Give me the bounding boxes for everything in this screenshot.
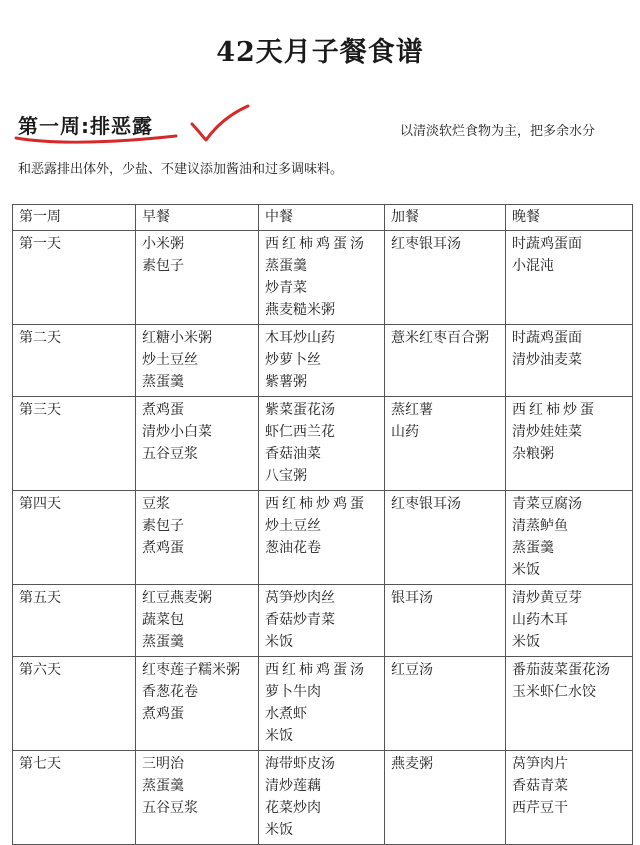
- day-cell: 第七天: [13, 751, 136, 845]
- dish-item: 煮鸡蛋: [142, 402, 184, 418]
- table-row: [13, 751, 633, 845]
- dinner-cell: [506, 325, 633, 397]
- dish-item: 海带虾皮汤: [265, 756, 335, 772]
- dish-item: 清炒莲藕: [265, 778, 321, 794]
- dish-item: 紫薯粥: [265, 374, 307, 390]
- dish-item: 花菜炒肉: [265, 800, 321, 816]
- table-row: [13, 585, 633, 657]
- lunch-cell: [259, 397, 385, 491]
- dish-item: 炒土豆丝: [265, 518, 321, 534]
- week-heading: 第一周:排恶露: [18, 114, 153, 138]
- dinner-cell: [506, 751, 633, 845]
- header-breakfast: 早餐: [136, 205, 259, 231]
- dish-item: 玉米虾仁水饺: [512, 684, 596, 700]
- dish-item: 青菜豆腐汤: [512, 496, 582, 512]
- dish-item: 清蒸鲈鱼: [512, 518, 568, 534]
- table-row: [13, 397, 633, 491]
- intro-text-line-2: 和恶露排出体外，少盐、不建议添加酱油和过多调味料。: [18, 162, 344, 177]
- dish-item: 西红柿炒蛋: [512, 402, 597, 418]
- dinner-cell: [506, 231, 633, 325]
- day-cell: 第三天: [13, 397, 136, 491]
- breakfast-cell: [136, 491, 259, 585]
- dish-item: 红枣银耳汤: [391, 496, 461, 512]
- dish-item: 五谷豆浆: [142, 800, 198, 816]
- dish-item: 素包子: [142, 518, 184, 534]
- dinner-cell: [506, 657, 633, 751]
- dish-item: 薏米红枣百合粥: [391, 330, 489, 346]
- dish-item: 西红柿鸡蛋汤: [265, 662, 367, 678]
- dish-item: 水煮虾: [265, 706, 307, 722]
- dish-item: 米饭: [512, 634, 540, 650]
- breakfast-cell: [136, 397, 259, 491]
- dish-item: 豆浆: [142, 496, 170, 512]
- page-title: 42天月子餐食谱: [216, 37, 424, 68]
- dish-item: 红糖小米粥: [142, 330, 212, 346]
- lunch-cell: [259, 751, 385, 845]
- dish-item: 香葱花卷: [142, 684, 198, 700]
- dish-item: 木耳炒山药: [265, 330, 335, 346]
- lunch-cell: [259, 585, 385, 657]
- dish-item: 莴笋炒肉丝: [265, 590, 335, 606]
- dish-item: 清炒油麦菜: [512, 352, 582, 368]
- dish-item: 红枣莲子糯米粥: [142, 662, 240, 678]
- dish-item: 米饭: [265, 822, 293, 838]
- dish-item: 时蔬鸡蛋面: [512, 330, 582, 346]
- dish-item: 番茄菠菜蛋花汤: [512, 662, 610, 678]
- day-cell: 第一天: [13, 231, 136, 325]
- dish-item: 西红柿炒鸡蛋: [265, 496, 367, 512]
- dish-item: 米饭: [265, 728, 293, 744]
- dish-item: 香菇炒青菜: [265, 612, 335, 628]
- lunch-cell: [259, 231, 385, 325]
- snack-cell: [385, 231, 506, 325]
- table-row: [13, 325, 633, 397]
- dish-item: 紫菜蛋花汤: [265, 402, 335, 418]
- dish-item: 炒萝卜丝: [265, 352, 321, 368]
- snack-cell: [385, 397, 506, 491]
- dish-item: 五谷豆浆: [142, 446, 198, 462]
- dish-item: 葱油花卷: [265, 540, 321, 556]
- dinner-cell: [506, 397, 633, 491]
- dish-item: 莴笋肉片: [512, 756, 568, 772]
- meal-plan-table: [12, 204, 633, 845]
- dish-item: 三明治: [142, 756, 184, 772]
- snack-cell: [385, 751, 506, 845]
- dish-item: 米饭: [512, 562, 540, 578]
- dish-item: 素包子: [142, 258, 184, 274]
- dish-item: 清炒黄豆芽: [512, 590, 582, 606]
- dish-item: 蒸蛋羹: [142, 374, 184, 390]
- breakfast-cell: [136, 231, 259, 325]
- dish-item: 蒸红薯: [391, 402, 433, 418]
- dish-item: 清炒娃娃菜: [512, 424, 582, 440]
- dish-item: 红豆燕麦粥: [142, 590, 212, 606]
- header-dinner: 晚餐: [506, 205, 633, 231]
- dish-item: 蒸蛋羹: [142, 778, 184, 794]
- dish-item: 蒸蛋羹: [142, 634, 184, 650]
- snack-cell: [385, 657, 506, 751]
- dish-item: 银耳汤: [391, 590, 433, 606]
- header-lunch: 中餐: [259, 205, 385, 231]
- day-cell: 第四天: [13, 491, 136, 585]
- dish-item: 时蔬鸡蛋面: [512, 236, 582, 252]
- dish-item: 炒青菜: [265, 280, 307, 296]
- day-cell: 第五天: [13, 585, 136, 657]
- table-row: [13, 491, 633, 585]
- breakfast-cell: [136, 325, 259, 397]
- dish-item: 燕麦糙米粥: [265, 302, 335, 318]
- dish-item: 虾仁西兰花: [265, 424, 335, 440]
- dish-item: 煮鸡蛋: [142, 540, 184, 556]
- dish-item: 蒸蛋羹: [265, 258, 307, 274]
- table-row: [13, 231, 633, 325]
- snack-cell: [385, 325, 506, 397]
- dish-item: 蔬菜包: [142, 612, 184, 628]
- breakfast-cell: [136, 585, 259, 657]
- header-snack: 加餐: [385, 205, 506, 231]
- dish-item: 山药木耳: [512, 612, 568, 628]
- snack-cell: [385, 585, 506, 657]
- day-cell: 第二天: [13, 325, 136, 397]
- dish-item: 蒸蛋羹: [512, 540, 554, 556]
- handwritten-checkmark-icon: [188, 102, 252, 146]
- lunch-cell: [259, 657, 385, 751]
- dish-item: 清炒小白菜: [142, 424, 212, 440]
- snack-cell: [385, 491, 506, 585]
- table-row: [13, 657, 633, 751]
- dish-item: 红豆汤: [391, 662, 433, 678]
- dish-item: 煮鸡蛋: [142, 706, 184, 722]
- dish-item: 炒土豆丝: [142, 352, 198, 368]
- dish-item: 杂粮粥: [512, 446, 554, 462]
- breakfast-cell: [136, 657, 259, 751]
- dish-item: 八宝粥: [265, 468, 307, 484]
- dish-item: 燕麦粥: [391, 756, 433, 772]
- dish-item: 萝卜牛肉: [265, 684, 321, 700]
- breakfast-cell: [136, 751, 259, 845]
- handwritten-underline: [12, 128, 182, 148]
- dish-item: 小米粥: [142, 236, 184, 252]
- dish-item: 香菇青菜: [512, 778, 568, 794]
- dish-item: 米饭: [265, 634, 293, 650]
- dish-item: 山药: [391, 424, 419, 440]
- dinner-cell: [506, 585, 633, 657]
- dish-item: 西红柿鸡蛋汤: [265, 236, 367, 252]
- intro-text-line-1: 以清淡软烂食物为主，把多余水分: [400, 124, 596, 139]
- header-week: 第一周: [13, 205, 136, 231]
- dinner-cell: [506, 491, 633, 585]
- dish-item: 红枣银耳汤: [391, 236, 461, 252]
- dish-item: 小混沌: [512, 258, 554, 274]
- dish-item: 香菇油菜: [265, 446, 321, 462]
- dish-item: 西芹豆干: [512, 800, 568, 816]
- table-header-row: [13, 205, 633, 231]
- lunch-cell: [259, 491, 385, 585]
- lunch-cell: [259, 325, 385, 397]
- day-cell: 第六天: [13, 657, 136, 751]
